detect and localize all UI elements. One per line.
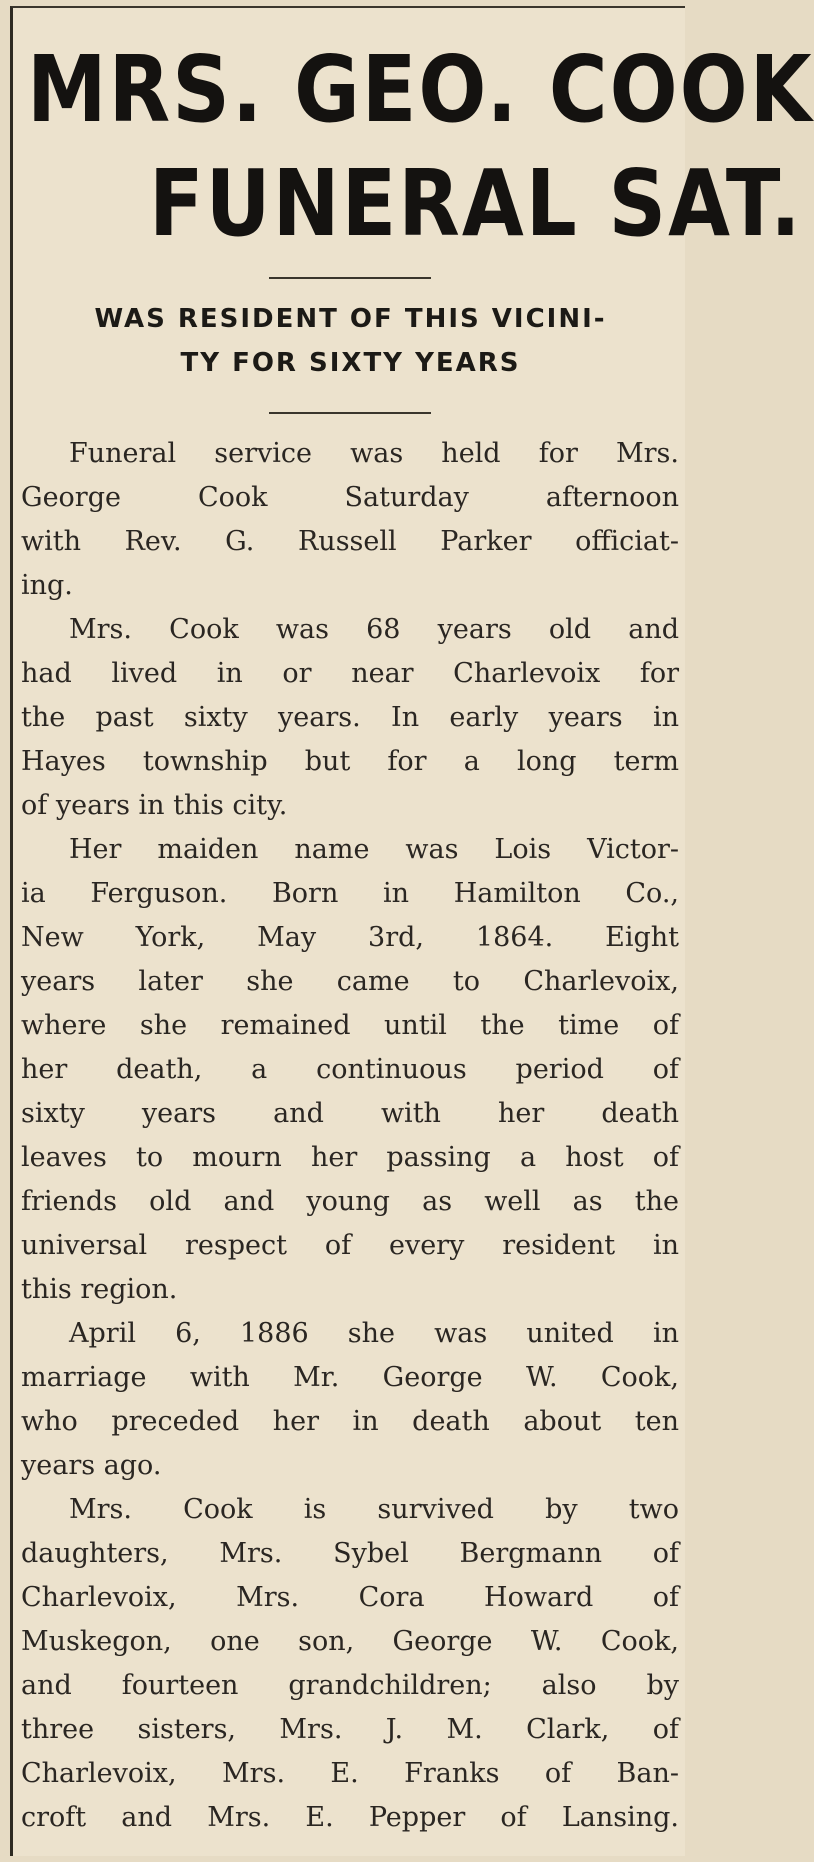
body-line: who preceded her in death about ten bbox=[21, 1406, 679, 1437]
body-line: Her maiden name was Lois Victor- bbox=[69, 834, 679, 865]
body-line: Muskegon, one son, George W. Cook, bbox=[21, 1626, 679, 1657]
body-line: croft and Mrs. E. Pepper of Lansing. bbox=[21, 1802, 679, 1833]
headline-line-2: FUNERAL SAT. bbox=[149, 149, 803, 257]
divider-rule-top bbox=[269, 277, 431, 279]
body-line: three sisters, Mrs. J. M. Clark, of bbox=[21, 1714, 679, 1745]
divider-rule-bottom bbox=[269, 412, 431, 414]
body-line: Funeral service was held for Mrs. bbox=[69, 438, 679, 469]
body-line: this region. bbox=[21, 1274, 178, 1305]
body-line: Mrs. Cook was 68 years old and bbox=[69, 614, 679, 645]
headline-line-1: MRS. GEO. COOK bbox=[27, 35, 814, 143]
body-line: ing. bbox=[21, 570, 73, 601]
body-line: George Cook Saturday afternoon bbox=[21, 482, 679, 513]
body-line: Mrs. Cook is survived by two bbox=[69, 1494, 679, 1525]
body-line: April 6, 1886 she was united in bbox=[69, 1318, 679, 1349]
body-line: of years in this city. bbox=[21, 790, 288, 821]
body-line: years later she came to Charlevoix, bbox=[21, 966, 679, 997]
body-line: sixty years and with her death bbox=[21, 1098, 679, 1129]
body-line: Charlevoix, Mrs. Cora Howard of bbox=[21, 1582, 679, 1613]
body-line: marriage with Mr. George W. Cook, bbox=[21, 1362, 679, 1393]
body-line: the past sixty years. In early years in bbox=[21, 702, 679, 733]
body-line: and fourteen grandchildren; also by bbox=[21, 1670, 679, 1701]
body-line: where she remained until the time of bbox=[21, 1010, 679, 1041]
body-line: daughters, Mrs. Sybel Bergmann of bbox=[21, 1538, 679, 1569]
body-line: with Rev. G. Russell Parker officiat- bbox=[21, 526, 679, 557]
body-line: leaves to mourn her passing a host of bbox=[21, 1142, 679, 1173]
body-line: years ago. bbox=[21, 1450, 162, 1481]
body-line: universal respect of every resident in bbox=[21, 1230, 679, 1261]
body-line: had lived in or near Charlevoix for bbox=[21, 658, 679, 689]
body-line: ia Ferguson. Born in Hamilton Co., bbox=[21, 878, 679, 909]
body-line: Charlevoix, Mrs. E. Franks of Ban- bbox=[21, 1758, 679, 1789]
body-line: friends old and young as well as the bbox=[21, 1186, 679, 1217]
body-line: her death, a continuous period of bbox=[21, 1054, 679, 1085]
subheadline-line-1: WAS RESIDENT OF THIS VICINI- bbox=[94, 304, 607, 334]
subheadline-line-2: TY FOR SIXTY YEARS bbox=[180, 348, 521, 378]
body-line: Hayes township but for a long term bbox=[21, 746, 679, 777]
body-line: New York, May 3rd, 1864. Eight bbox=[21, 922, 679, 953]
newspaper-clipping bbox=[10, 6, 814, 1856]
